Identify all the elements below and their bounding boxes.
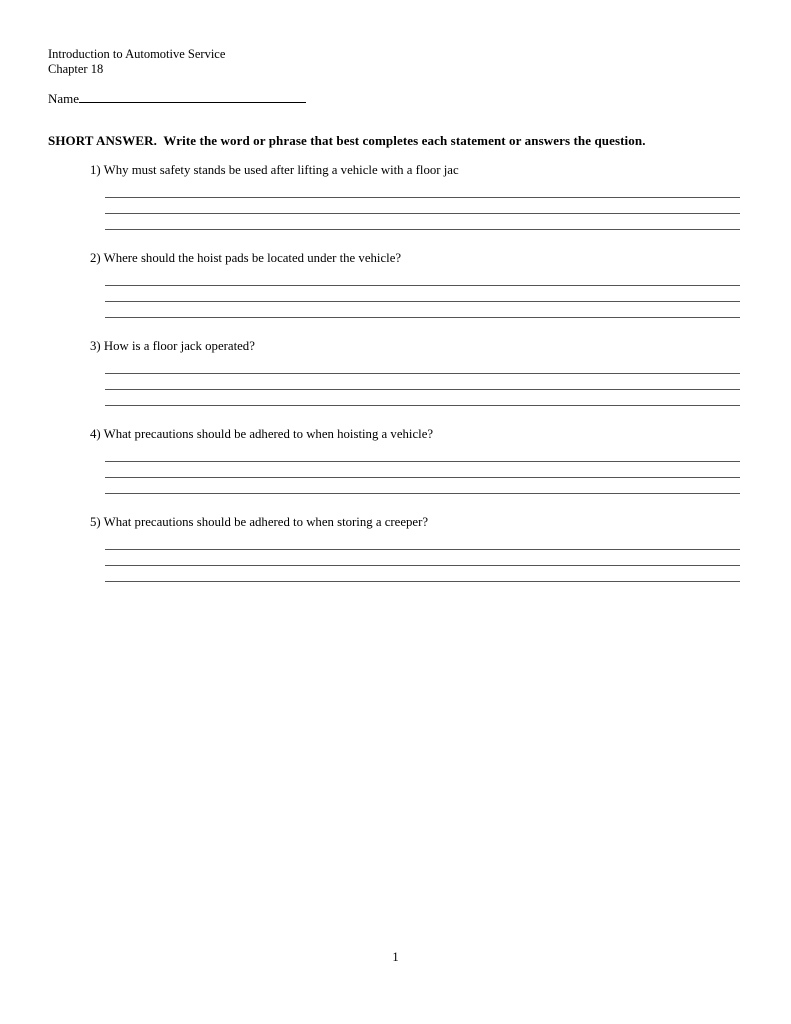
answer-blank-line bbox=[105, 286, 740, 302]
answer-lines bbox=[105, 182, 740, 230]
question-block bbox=[90, 162, 750, 250]
question-number: 3) bbox=[90, 339, 101, 353]
name-blank-line bbox=[79, 89, 306, 103]
answer-blank-line bbox=[105, 182, 740, 198]
answer-blank-line bbox=[105, 534, 740, 550]
answer-blank-line bbox=[105, 374, 740, 390]
answer-lines bbox=[105, 270, 740, 318]
question-text bbox=[90, 426, 750, 443]
answer-blank-line bbox=[105, 214, 740, 230]
course-title: Introduction to Automotive Service bbox=[48, 47, 226, 61]
answer-blank-line bbox=[105, 390, 740, 406]
question-body: How is a floor jack operated? bbox=[103, 339, 255, 353]
question-block bbox=[90, 338, 750, 426]
question-number: 1) bbox=[90, 163, 101, 177]
name-label: Name bbox=[48, 91, 80, 106]
question-text bbox=[90, 250, 750, 267]
answer-lines bbox=[105, 358, 740, 406]
question-text bbox=[90, 514, 750, 531]
answer-lines bbox=[105, 534, 740, 582]
question-body: What precautions should be adhered to when hoisting a vehicle? bbox=[103, 427, 434, 441]
question-body: Where should the hoist pads be located under the vehicle? bbox=[103, 251, 402, 265]
answer-blank-line bbox=[105, 462, 740, 478]
answer-blank-line bbox=[105, 270, 740, 286]
answer-blank-line bbox=[105, 566, 740, 582]
question-body: What precautions should be adhered to when storing a creeper? bbox=[103, 515, 429, 529]
answer-blank-line bbox=[105, 358, 740, 374]
answer-blank-line bbox=[105, 446, 740, 462]
page-number: 1 bbox=[392, 950, 399, 964]
answer-lines bbox=[105, 446, 740, 494]
answer-blank-line bbox=[105, 302, 740, 318]
questions-list bbox=[90, 162, 750, 602]
question-block bbox=[90, 426, 750, 514]
question-number: 5) bbox=[90, 515, 101, 529]
question-text bbox=[90, 338, 750, 355]
name-row bbox=[48, 89, 306, 107]
document-header bbox=[48, 47, 225, 77]
question-block bbox=[90, 514, 750, 602]
answer-blank-line bbox=[105, 478, 740, 494]
question-number: 2) bbox=[90, 251, 101, 265]
question-body: Why must safety stands be used after lifting a vehicle with a floor jac bbox=[103, 163, 459, 177]
question-text bbox=[90, 162, 750, 179]
question-block bbox=[90, 250, 750, 338]
answer-blank-line bbox=[105, 550, 740, 566]
question-number: 4) bbox=[90, 427, 101, 441]
chapter-label: Chapter 18 bbox=[48, 62, 104, 76]
answer-blank-line bbox=[105, 198, 740, 214]
section-instructions: SHORT ANSWER. Write the word or phrase that best completes each statement or answers the question. bbox=[48, 133, 646, 148]
